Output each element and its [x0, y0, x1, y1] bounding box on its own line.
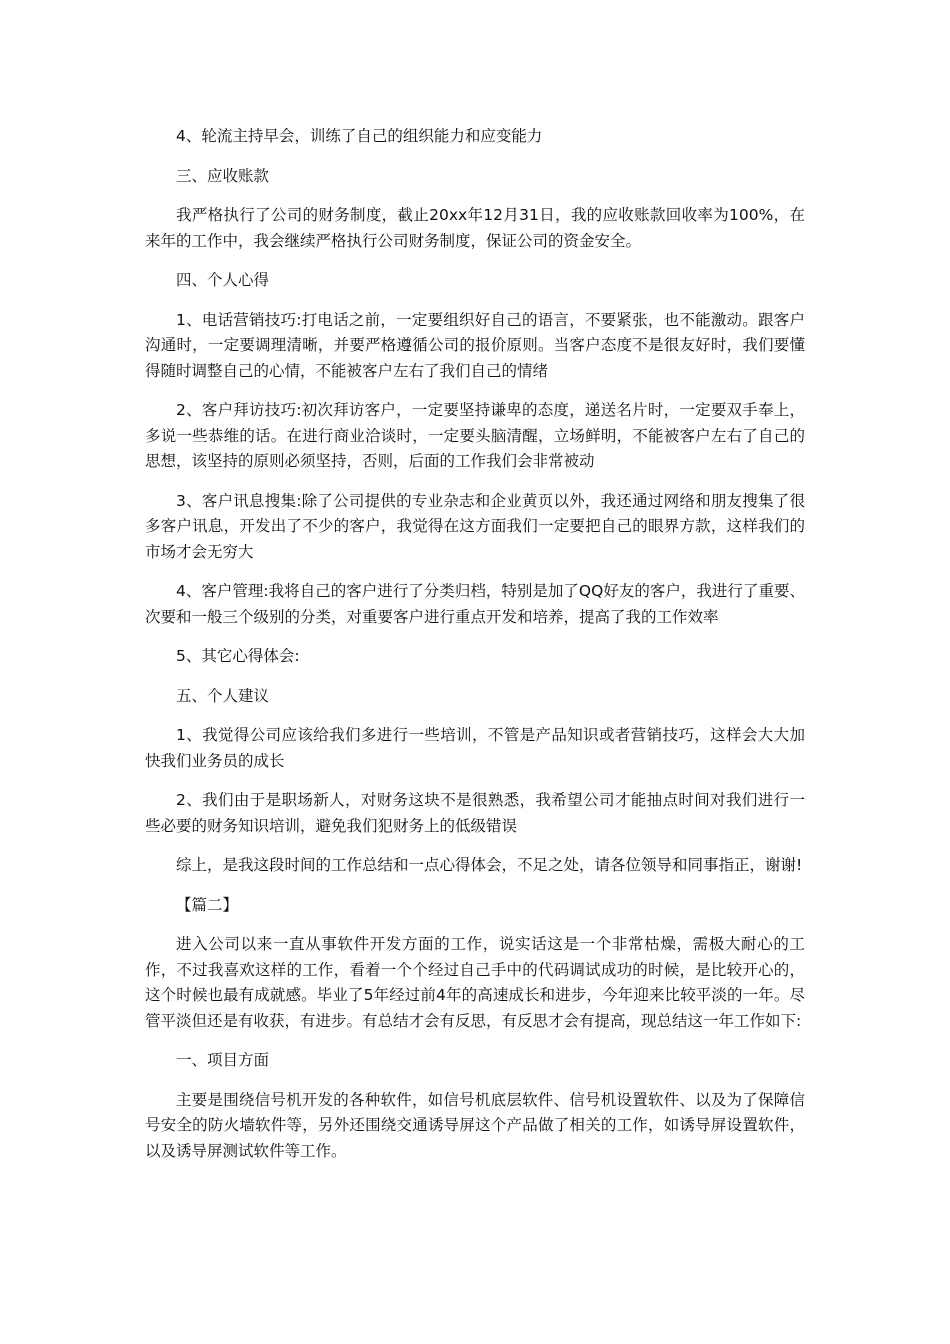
paragraph-suggestion-training: 1、我觉得公司应该给我们多进行一些培训，不管是产品知识或者营销技巧，这样会大大加快我们业务员的成长	[145, 726, 805, 770]
section-heading-part-two: 【篇二】	[176, 895, 239, 914]
paragraph-conclusion: 综上，是我这段时间的工作总结和一点心得体会，不足之处，请各位领导和同事指正，谢谢!	[176, 856, 803, 874]
paragraph-receivables: 我严格执行了公司的财务制度，截止20xx年12月31日，我的应收账款回收率为100%，在来年的工作中，我会继续严格执行公司财务制度，保证公司的资金安全。	[145, 206, 805, 250]
document-body	[145, 124, 805, 1178]
paragraph-part-two-intro: 进入公司以来一直从事软件开发方面的工作，说实话这是一个非常枯燥，需极大耐心的工作，不过我喜欢这样的工作，看着一个个经过自己手中的代码调试成功的时候，是比较开心的，这个时候也最有成就感。毕业了5年经过前4年的高速成长和进步，今年迎来比较平淡的一年。尽管平淡但还是有收获，有进步。有总结才会有反思，有反思才会有提高，现总结这一年工作如下:	[145, 935, 805, 1030]
paragraph-phone-sales: 1、电话营销技巧:打电话之前，一定要组织好自己的语言，不要紧张，也不能激动。跟客户沟通时，一定要调理清晰，并要严格遵循公司的报价原则。当客户态度不是很友好时，我们要懂得随时调整自己的心情，不能被客户左右了我们自己的情绪	[145, 310, 805, 380]
paragraph-projects: 主要是围绕信号机开发的各种软件，如信号机底层软件、信号机设置软件、以及为了保障信号安全的防火墙软件等，另外还围绕交通诱导屏这个产品做了相关的工作，如诱导屏设置软件，以及诱导屏测试软件等工作。	[145, 1090, 805, 1160]
paragraph-customer-management: 4、客户管理:我将自己的客户进行了分类归档，特别是加了QQ好友的客户，我进行了重要、次要和一般三个级别的分类，对重要客户进行重点开发和培养，提高了我的工作效率	[145, 582, 805, 626]
paragraph-item-1: 4、轮流主持早会，训练了自己的组织能力和应变能力	[176, 127, 543, 145]
paragraph-other-insights: 5、其它心得体会:	[176, 647, 300, 665]
section-heading-projects: 一、项目方面	[176, 1051, 270, 1069]
section-heading-suggestions: 五、个人建议	[176, 686, 270, 705]
section-heading-receivables: 三、应收账款	[176, 166, 270, 185]
paragraph-customer-visit: 2、客户拜访技巧:初次拜访客户，一定要坚持谦卑的态度，递送名片时，一定要双手奉上，多说一些恭维的话。在进行商业洽谈时，一定要头脑清醒，立场鲜明，不能被客户左右了自己的思想，该坚持的原则必须坚持，否则，后面的工作我们会非常被动	[145, 401, 805, 470]
section-heading-personal-insights: 四、个人心得	[176, 271, 270, 289]
paragraph-info-collection: 3、客户讯息搜集:除了公司提供的专业杂志和企业黄页以外，我还通过网络和朋友搜集了很多客户讯息，开发出了不少的客户，我觉得在这方面我们一定要把自己的眼界方款，这样我们的市场才会无穷大	[145, 491, 805, 561]
paragraph-suggestion-finance: 2、我们由于是职场新人，对财务这块不是很熟悉，我希望公司才能抽点时间对我们进行一些必要的财务知识培训，避免我们犯财务上的低级错误	[145, 791, 805, 835]
